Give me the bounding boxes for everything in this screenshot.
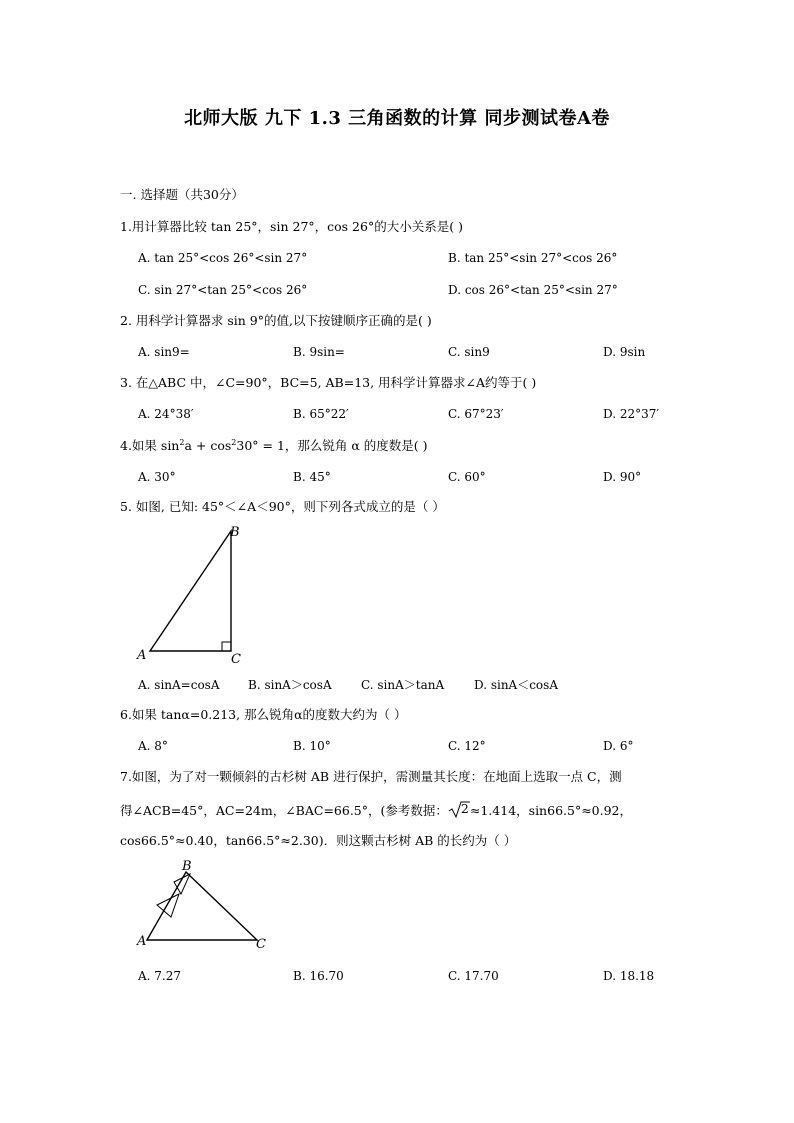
q4-stem-part: 30° = 1，那么锐角 α 的度数是( ) [236, 438, 428, 453]
q7-option-d[interactable]: D. 18.18 [603, 969, 655, 983]
q7-option-b[interactable]: B. 16.70 [293, 969, 344, 983]
sqrt-radicand: 2 [460, 801, 469, 816]
q3-option-b[interactable]: B. 65°22′ [293, 407, 349, 421]
vertex-label-a: A [137, 648, 147, 663]
q7-tree-triangle-figure [130, 855, 280, 955]
q5-option-b[interactable]: B. sinA＞cosA [248, 678, 332, 692]
q1-option-d[interactable]: D. cos 26°<tan 25°<sin 27° [448, 283, 618, 297]
triangle-abc [150, 531, 231, 651]
q4-stem-part: 4.如果 sin [120, 438, 180, 453]
q4-option-d[interactable]: D. 90° [603, 470, 642, 484]
q4-stem-part: a + cos [184, 438, 232, 453]
q3-option-a[interactable]: A. 24°38′ [138, 407, 194, 421]
q4-option-c[interactable]: C. 60° [448, 470, 486, 484]
section-heading: 一. 选择题（共30分） [120, 187, 244, 202]
question-6-stem: 6.如果 tanα=0.213, 那么锐角α的度数大约为（ ） [120, 707, 407, 722]
q2-option-c[interactable]: C. sin9 [448, 345, 490, 359]
q2-option-d[interactable]: D. 9sin [603, 345, 646, 359]
question-7-stem-line-3: cos66.5°≈0.40，tan66.5°≈2.30)．则这颗古杉树 AB 的长约为（ ） [120, 833, 517, 848]
q1-option-a[interactable]: A. tan 25°<cos 26°<sin 27° [138, 251, 308, 265]
q1-option-b[interactable]: B. tan 25°<sin 27°<cos 26° [448, 251, 618, 265]
q3-option-c[interactable]: C. 67°23′ [448, 407, 504, 421]
q4-exponent: 2 [231, 438, 237, 447]
q5-option-d[interactable]: D. sinA＜cosA [474, 678, 558, 692]
question-2-stem: 2. 用科学计算器求 sin 9°的值,以下按键顺序正确的是( ) [120, 313, 432, 328]
vertex-label-c: C [256, 937, 266, 952]
q5-right-triangle-figure [130, 520, 260, 668]
question-7-stem-line-1: 7.如图，为了对一颗倾斜的古杉树 AB 进行保护，需测量其长度：在地面上选取一点 C，测 [120, 769, 622, 784]
q5-option-c[interactable]: C. sinA＞tanA [361, 678, 445, 692]
q5-option-a[interactable]: A. sinA=cosA [138, 678, 220, 692]
page-title: 北师大版 九下 1.3 三角函数的计算 同步测试卷A卷 [184, 108, 610, 129]
vertex-label-b: B [230, 525, 240, 540]
q4-option-a[interactable]: A. 30° [138, 470, 176, 484]
vertex-label-a: A [137, 934, 147, 949]
q6-option-c[interactable]: C. 12° [448, 739, 486, 753]
q7-stem-part: ≈1.414，sin66.5°≈0.92， [469, 803, 633, 818]
q6-option-d[interactable]: D. 6° [603, 739, 634, 753]
q7-option-a[interactable]: A. 7.27 [138, 969, 182, 983]
sqrt-symbol [448, 801, 470, 819]
q4-exponent: 2 [179, 438, 185, 447]
question-1-stem: 1.用计算器比较 tan 25°，sin 27°，cos 26°的大小关系是( ) [120, 219, 463, 234]
q6-option-a[interactable]: A. 8° [138, 739, 168, 753]
question-4-stem [120, 438, 428, 454]
right-angle-marker [222, 642, 231, 651]
vertex-label-b: B [182, 859, 192, 874]
triangle-abc [147, 872, 257, 940]
q6-option-b[interactable]: B. 10° [293, 739, 331, 753]
question-5-stem: 5. 如图, 已知: 45°＜∠A＜90°，则下列各式成立的是（ ） [120, 499, 445, 514]
q3-option-d[interactable]: D. 22°37′ [603, 407, 660, 421]
q2-option-a[interactable]: A. sin9= [138, 345, 190, 359]
tree-crown-upper-icon [174, 874, 190, 894]
tree-crown-lower-icon [157, 894, 179, 917]
q4-option-b[interactable]: B. 45° [293, 470, 331, 484]
question-7-stem-line-2 [120, 801, 632, 819]
q7-option-c[interactable]: C. 17.70 [448, 969, 499, 983]
vertex-label-c: C [231, 652, 241, 667]
q7-stem-part: 得∠ACB=45°，AC=24m，∠BAC=66.5°，(参考数据： [120, 803, 448, 818]
question-3-stem: 3. 在△ABC 中，∠C=90°，BC=5, AB=13, 用科学计算器求∠A约等于( ) [120, 375, 537, 390]
q1-option-c[interactable]: C. sin 27°<tan 25°<cos 26° [138, 283, 308, 297]
q2-option-b[interactable]: B. 9sin= [293, 345, 345, 359]
